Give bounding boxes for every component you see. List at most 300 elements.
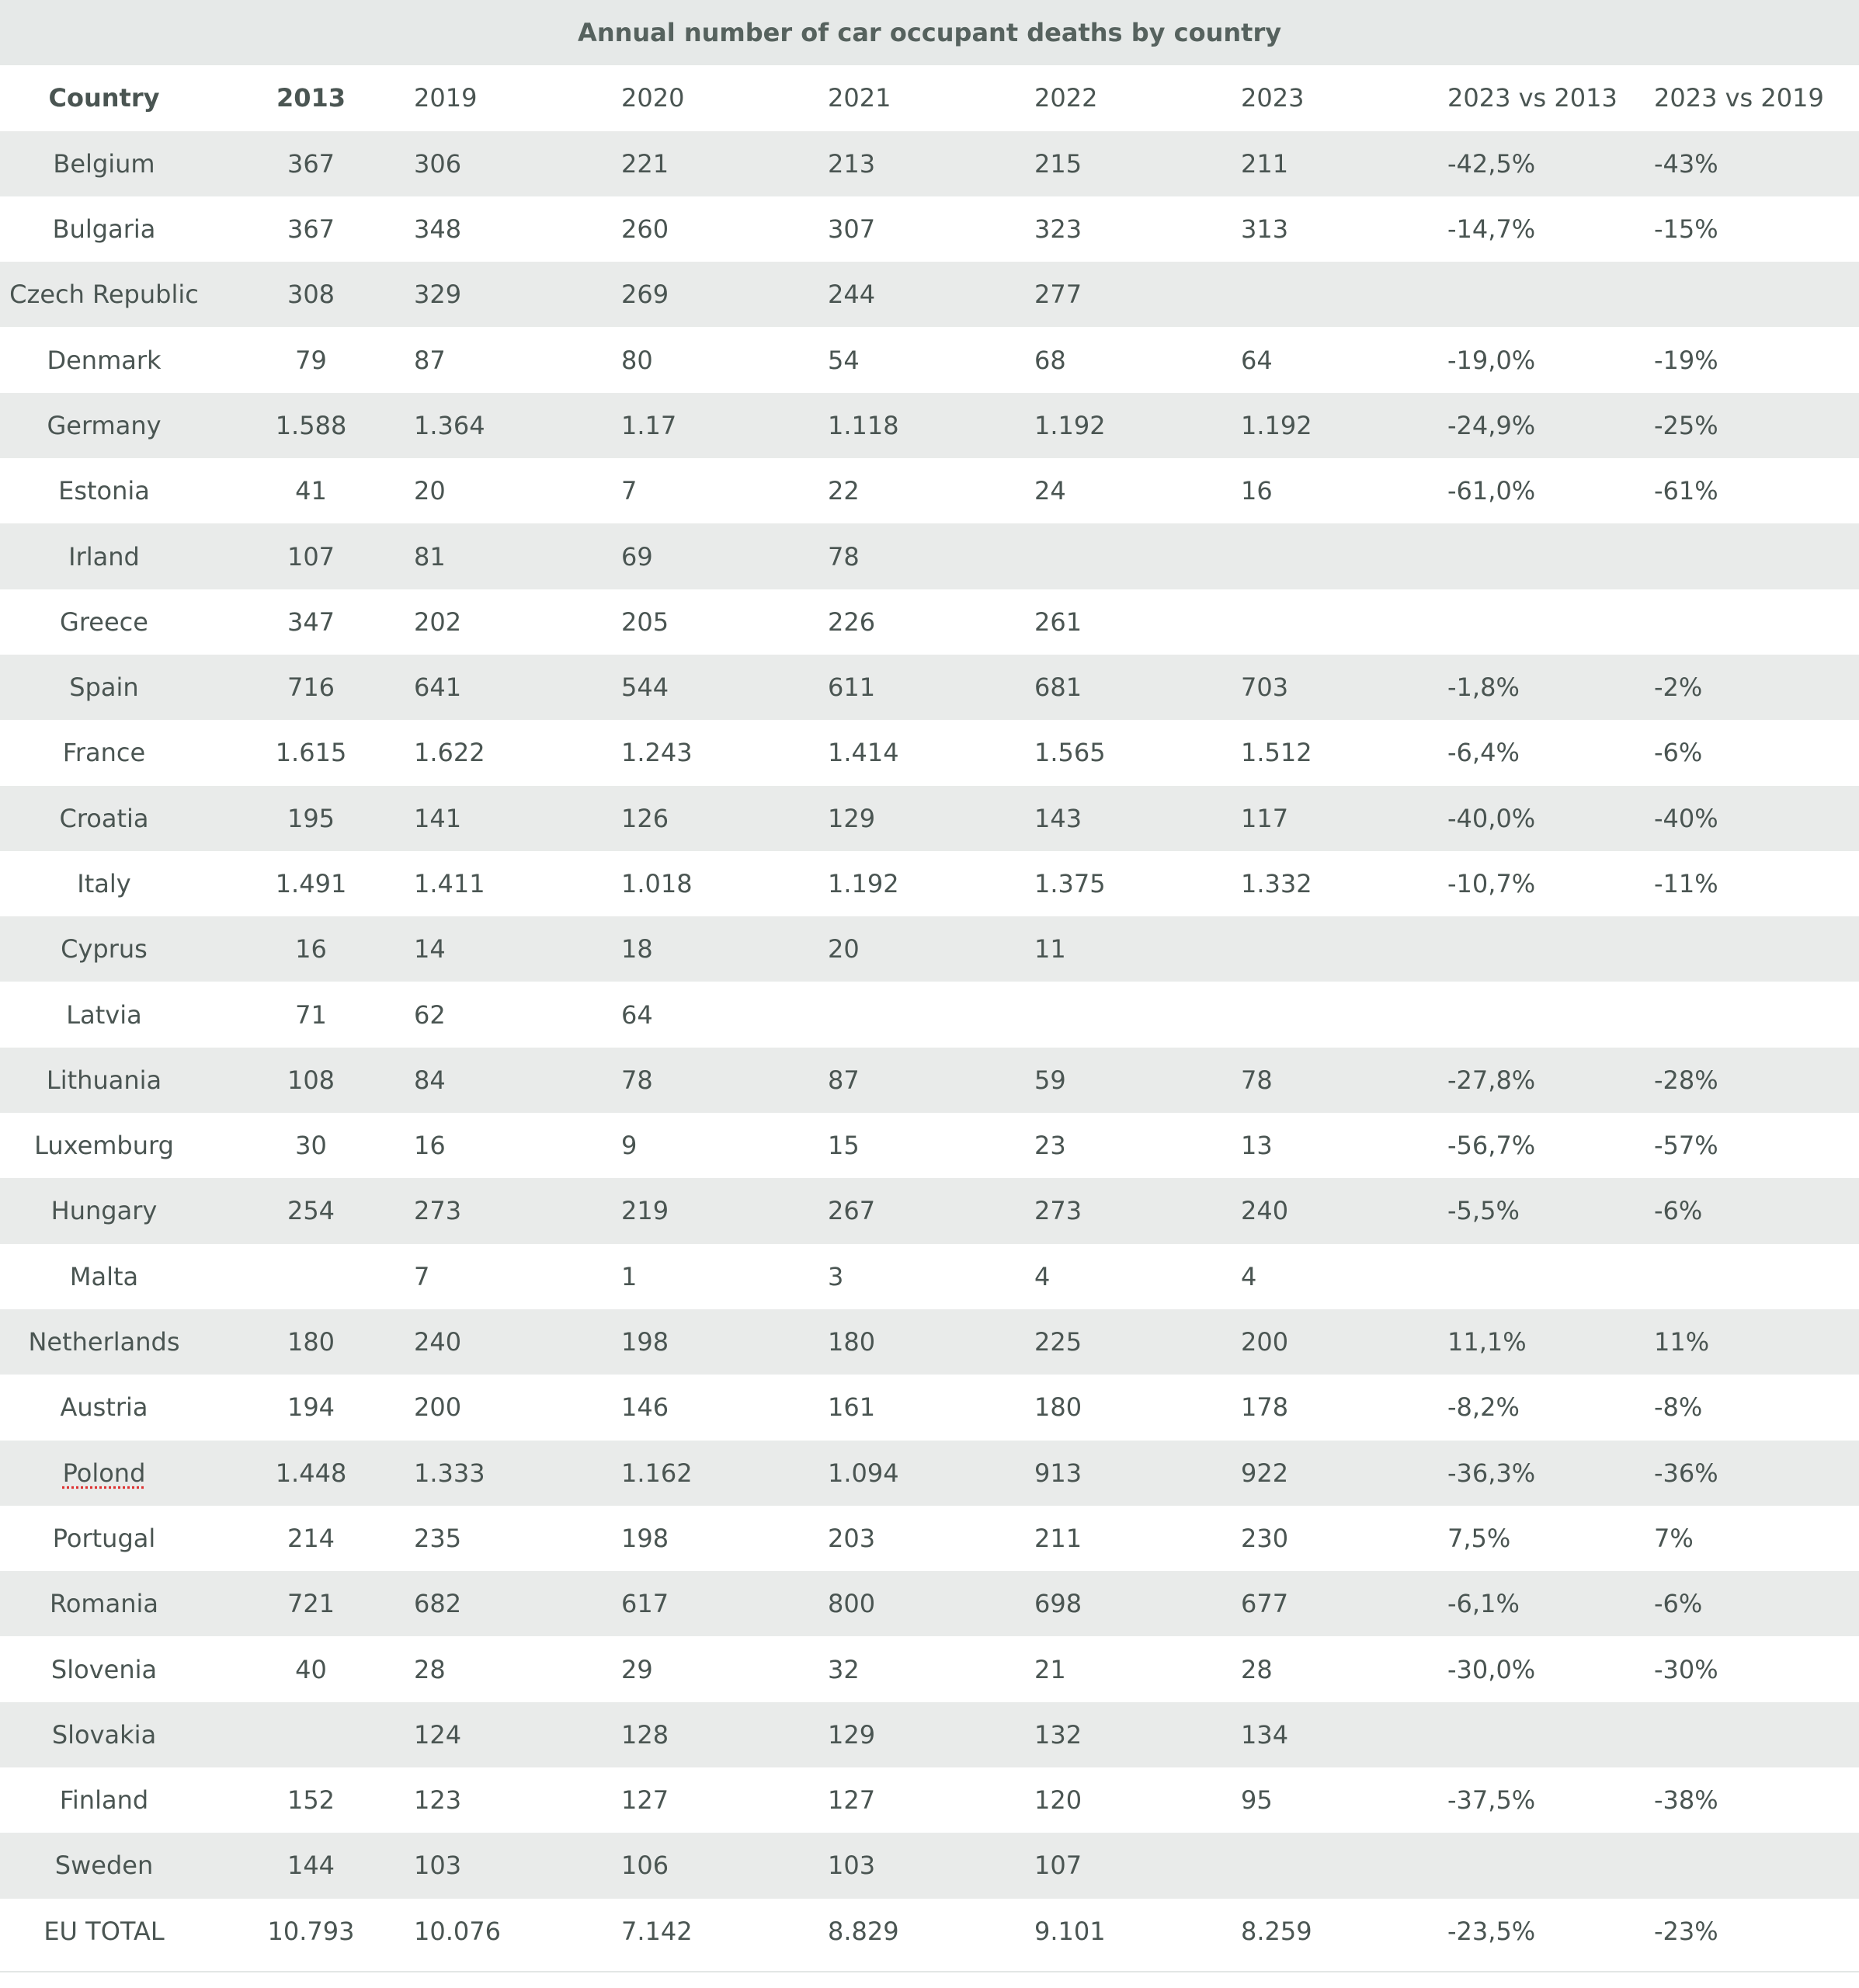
header-2023-vs-2013: 2023 vs 2013 bbox=[1447, 83, 1618, 113]
table-row bbox=[0, 1636, 1859, 1701]
cell-2023-vs-2013 bbox=[1447, 655, 1654, 720]
cell-country bbox=[0, 1178, 208, 1243]
cell-2021 bbox=[828, 655, 1034, 720]
cell-2022 bbox=[1034, 131, 1241, 196]
cell-value: 64 bbox=[1241, 345, 1273, 375]
cell-value: 1.414 bbox=[828, 738, 899, 768]
cell-value: 681 bbox=[1034, 673, 1082, 703]
header-2022: 2022 bbox=[1034, 83, 1098, 113]
cell-value: 214 bbox=[287, 1523, 335, 1553]
cell-value: 1.118 bbox=[828, 410, 899, 440]
cell-country bbox=[0, 1506, 208, 1571]
cell-value: 20 bbox=[414, 476, 446, 506]
cell-value: Slovakia bbox=[51, 1719, 157, 1750]
cell-2020 bbox=[621, 393, 828, 458]
cell-2019 bbox=[414, 1441, 621, 1506]
cell-country bbox=[0, 523, 208, 589]
table-row bbox=[0, 1113, 1859, 1178]
cell-value: -23% bbox=[1654, 1916, 1718, 1946]
cell-2020 bbox=[621, 1309, 828, 1375]
cell-value: 29 bbox=[621, 1654, 653, 1684]
cell-value: 677 bbox=[1241, 1589, 1289, 1619]
cell-2021 bbox=[828, 589, 1034, 655]
cell-2022 bbox=[1034, 1244, 1241, 1309]
cell-2022 bbox=[1034, 1702, 1241, 1767]
cell-2023-vs-2013 bbox=[1447, 131, 1654, 196]
cell-value: Slovenia bbox=[50, 1654, 158, 1684]
cell-value: 7 bbox=[414, 1261, 430, 1291]
cell-2023-vs-2019 bbox=[1654, 916, 1859, 982]
cell-value: 1.243 bbox=[621, 738, 693, 768]
cell-2023-vs-2013 bbox=[1447, 1702, 1654, 1767]
cell-value: 107 bbox=[287, 541, 335, 572]
cell-value: -6,1% bbox=[1447, 1589, 1520, 1619]
cell-2013 bbox=[208, 1309, 414, 1375]
table-row bbox=[0, 1178, 1859, 1243]
cell-2020 bbox=[621, 1899, 828, 1964]
cell-value: -14,7% bbox=[1447, 214, 1536, 245]
cell-2019 bbox=[414, 523, 621, 589]
cell-2023-vs-2013 bbox=[1447, 1571, 1654, 1636]
cell-2023 bbox=[1241, 196, 1447, 262]
cell-value: 1.491 bbox=[275, 869, 347, 898]
cell-2021 bbox=[828, 1702, 1034, 1767]
cell-value: Hungary bbox=[50, 1196, 158, 1226]
cell-2023-vs-2019 bbox=[1654, 393, 1859, 458]
cell-2020 bbox=[621, 1506, 828, 1571]
table-row bbox=[0, 327, 1859, 392]
cell-value: 180 bbox=[287, 1327, 335, 1357]
cell-2021 bbox=[828, 262, 1034, 327]
cell-value: 1.333 bbox=[414, 1458, 485, 1488]
cell-2021 bbox=[828, 1375, 1034, 1440]
cell-value: EU TOTAL bbox=[43, 1916, 165, 1946]
cell-value: 1.565 bbox=[1034, 738, 1106, 768]
cell-2023 bbox=[1241, 786, 1447, 851]
cell-value: 14 bbox=[414, 934, 446, 964]
cell-2019 bbox=[414, 1702, 621, 1767]
cell-value: 16 bbox=[1241, 476, 1273, 506]
cell-2019 bbox=[414, 1178, 621, 1243]
cell-2020 bbox=[621, 1702, 828, 1767]
cell-value: 348 bbox=[414, 214, 462, 245]
cell-2013 bbox=[208, 1636, 414, 1701]
cell-value: 129 bbox=[828, 1719, 876, 1750]
cell-2023-vs-2013 bbox=[1447, 851, 1654, 916]
cell-2019 bbox=[414, 1113, 621, 1178]
cell-2023-vs-2013 bbox=[1447, 916, 1654, 982]
table-row bbox=[0, 720, 1859, 785]
cell-2023 bbox=[1241, 523, 1447, 589]
cell-value: -27,8% bbox=[1447, 1065, 1536, 1095]
cell-value: 3 bbox=[828, 1261, 844, 1291]
cell-value: 1.448 bbox=[275, 1458, 347, 1488]
cell-2023-vs-2013 bbox=[1447, 523, 1654, 589]
cell-country bbox=[0, 1899, 208, 1964]
cell-2023-vs-2019 bbox=[1654, 1178, 1859, 1243]
table-row bbox=[0, 131, 1859, 196]
cell-2023-vs-2013 bbox=[1447, 1833, 1654, 1898]
cell-2023-vs-2019 bbox=[1654, 131, 1859, 196]
cell-value: Romania bbox=[50, 1589, 158, 1619]
cell-2023 bbox=[1241, 1441, 1447, 1506]
cell-value: 87 bbox=[828, 1065, 860, 1095]
cell-2019 bbox=[414, 982, 621, 1047]
cell-value: Germany bbox=[47, 410, 162, 440]
cell-2020 bbox=[621, 982, 828, 1047]
cell-value: 152 bbox=[287, 1785, 335, 1816]
cell-2013 bbox=[208, 1899, 414, 1964]
table-row bbox=[0, 458, 1859, 523]
cell-country bbox=[0, 458, 208, 523]
cell-2020 bbox=[621, 720, 828, 785]
cell-2023-vs-2019 bbox=[1654, 786, 1859, 851]
cell-value: Finland bbox=[59, 1785, 149, 1816]
cell-value: -37,5% bbox=[1447, 1785, 1536, 1816]
cell-2022 bbox=[1034, 1571, 1241, 1636]
cell-2022 bbox=[1034, 1375, 1241, 1440]
cell-2022 bbox=[1034, 720, 1241, 785]
cell-country bbox=[0, 393, 208, 458]
cell-value: 117 bbox=[1241, 803, 1289, 833]
cell-2022 bbox=[1034, 458, 1241, 523]
cell-value: 146 bbox=[621, 1392, 669, 1423]
cell-2023 bbox=[1241, 1506, 1447, 1571]
cell-country bbox=[0, 196, 208, 262]
cell-value: -40% bbox=[1654, 803, 1718, 833]
cell-value: -36% bbox=[1654, 1458, 1718, 1488]
cell-2021 bbox=[828, 458, 1034, 523]
cell-2023 bbox=[1241, 655, 1447, 720]
cell-2020 bbox=[621, 131, 828, 196]
cell-2022 bbox=[1034, 655, 1241, 720]
cell-value: 1.192 bbox=[1241, 410, 1312, 440]
cell-2023-vs-2019 bbox=[1654, 262, 1859, 327]
cell-2022 bbox=[1034, 1309, 1241, 1375]
cell-value: 240 bbox=[414, 1327, 462, 1357]
cell-2020 bbox=[621, 1113, 828, 1178]
cell-value: -23,5% bbox=[1447, 1916, 1536, 1946]
cell-value: -6% bbox=[1654, 1196, 1703, 1226]
cell-value: 8.259 bbox=[1241, 1916, 1312, 1946]
cell-2023 bbox=[1241, 1309, 1447, 1375]
cell-2021 bbox=[828, 1441, 1034, 1506]
cell-2023-vs-2019 bbox=[1654, 1702, 1859, 1767]
cell-value: 126 bbox=[621, 803, 669, 833]
cell-2013 bbox=[208, 131, 414, 196]
cell-value: 716 bbox=[287, 673, 335, 703]
cell-2013 bbox=[208, 916, 414, 982]
cell-2021 bbox=[828, 1506, 1034, 1571]
cell-2021 bbox=[828, 982, 1034, 1047]
cell-2019 bbox=[414, 1571, 621, 1636]
cell-2023-vs-2019 bbox=[1654, 1244, 1859, 1309]
cell-value: 81 bbox=[414, 541, 446, 572]
cell-2023-vs-2013 bbox=[1447, 1244, 1654, 1309]
table-row bbox=[0, 196, 1859, 262]
cell-value: 1.364 bbox=[414, 410, 485, 440]
cell-value: 28 bbox=[414, 1654, 446, 1684]
cell-2021 bbox=[828, 916, 1034, 982]
cell-value: 22 bbox=[828, 476, 860, 506]
cell-2022 bbox=[1034, 1899, 1241, 1964]
cell-value: 913 bbox=[1034, 1458, 1082, 1488]
cell-value: 71 bbox=[295, 999, 327, 1030]
cell-value: 721 bbox=[287, 1589, 335, 1619]
cell-2023-vs-2019 bbox=[1654, 196, 1859, 262]
cell-2023-vs-2013 bbox=[1447, 1441, 1654, 1506]
cell-value: 84 bbox=[414, 1065, 446, 1095]
table-row bbox=[0, 1899, 1859, 1964]
cell-2019 bbox=[414, 196, 621, 262]
cell-value: 59 bbox=[1034, 1065, 1066, 1095]
cell-value: 9.101 bbox=[1034, 1916, 1106, 1946]
cell-value: -30,0% bbox=[1447, 1654, 1536, 1684]
cell-country bbox=[0, 327, 208, 392]
cell-2023-vs-2019 bbox=[1654, 327, 1859, 392]
cell-country bbox=[0, 1702, 208, 1767]
cell-2019 bbox=[414, 1899, 621, 1964]
cell-value: -15% bbox=[1654, 214, 1718, 245]
cell-2023-vs-2013 bbox=[1447, 720, 1654, 785]
cell-value: 1.615 bbox=[275, 738, 347, 768]
cell-2019 bbox=[414, 131, 621, 196]
cell-2013 bbox=[208, 1767, 414, 1833]
cell-value: 1.588 bbox=[275, 410, 347, 440]
cell-value: 544 bbox=[621, 673, 669, 703]
cell-value: -19% bbox=[1654, 345, 1718, 375]
cell-2022 bbox=[1034, 196, 1241, 262]
cell-2023 bbox=[1241, 982, 1447, 1047]
cell-value: 68 bbox=[1034, 345, 1066, 375]
cell-value: 4 bbox=[1241, 1261, 1257, 1291]
cell-value: 10.076 bbox=[414, 1916, 501, 1946]
cell-2020 bbox=[621, 851, 828, 916]
cell-2023-vs-2013 bbox=[1447, 589, 1654, 655]
cell-2019 bbox=[414, 458, 621, 523]
cell-value: 180 bbox=[828, 1327, 876, 1357]
cell-value: 261 bbox=[1034, 606, 1082, 637]
cell-value: 64 bbox=[621, 999, 653, 1030]
cell-value: 323 bbox=[1034, 214, 1082, 245]
cell-value: 108 bbox=[287, 1065, 335, 1095]
cell-value: -40,0% bbox=[1447, 803, 1536, 833]
cell-2019 bbox=[414, 393, 621, 458]
cell-2023-vs-2019 bbox=[1654, 1636, 1859, 1701]
cell-value: France bbox=[62, 738, 146, 768]
cell-2013 bbox=[208, 1048, 414, 1113]
cell-value: 180 bbox=[1034, 1392, 1082, 1423]
cell-value: -24,9% bbox=[1447, 410, 1536, 440]
cell-2021 bbox=[828, 786, 1034, 851]
cell-2023-vs-2019 bbox=[1654, 1506, 1859, 1571]
cell-2013 bbox=[208, 1441, 414, 1506]
cell-2020 bbox=[621, 327, 828, 392]
cell-2019 bbox=[414, 1375, 621, 1440]
cell-2023 bbox=[1241, 851, 1447, 916]
cell-value: 273 bbox=[1034, 1196, 1082, 1226]
cell-value: 161 bbox=[828, 1392, 876, 1423]
cell-value: 198 bbox=[621, 1327, 669, 1357]
cell-value: 313 bbox=[1241, 214, 1289, 245]
cell-2023 bbox=[1241, 1702, 1447, 1767]
cell-country bbox=[0, 786, 208, 851]
header-2023-vs-2019: 2023 vs 2019 bbox=[1654, 83, 1824, 113]
table-row bbox=[0, 851, 1859, 916]
cell-2021 bbox=[828, 1309, 1034, 1375]
cell-2022 bbox=[1034, 1048, 1241, 1113]
cell-value: 235 bbox=[414, 1523, 462, 1553]
cell-2023 bbox=[1241, 1113, 1447, 1178]
header-country: Country bbox=[48, 83, 160, 113]
cell-2023-vs-2013 bbox=[1447, 1506, 1654, 1571]
cell-2023-vs-2019 bbox=[1654, 589, 1859, 655]
cell-value: -8,2% bbox=[1447, 1392, 1520, 1423]
cell-2021 bbox=[828, 1113, 1034, 1178]
cell-value: 62 bbox=[414, 999, 446, 1030]
cell-2023-vs-2019 bbox=[1654, 1899, 1859, 1964]
cell-2023-vs-2013 bbox=[1447, 393, 1654, 458]
cell-value: -36,3% bbox=[1447, 1458, 1536, 1488]
cell-value: Greece bbox=[60, 606, 148, 637]
cell-2019 bbox=[414, 262, 621, 327]
table-row bbox=[0, 1441, 1859, 1506]
table-row bbox=[0, 1506, 1859, 1571]
cell-value: 203 bbox=[828, 1523, 876, 1553]
cell-2023-vs-2019 bbox=[1654, 655, 1859, 720]
cell-2023 bbox=[1241, 1375, 1447, 1440]
cell-value: 23 bbox=[1034, 1131, 1066, 1161]
cell-2023-vs-2019 bbox=[1654, 1833, 1859, 1898]
cell-2021 bbox=[828, 131, 1034, 196]
cell-value: 132 bbox=[1034, 1719, 1082, 1750]
cell-value: 78 bbox=[828, 541, 860, 572]
cell-value: 277 bbox=[1034, 280, 1082, 310]
cell-value: 18 bbox=[621, 934, 653, 964]
table-row bbox=[0, 1571, 1859, 1636]
cell-value: 80 bbox=[621, 345, 653, 375]
cell-2013 bbox=[208, 1244, 414, 1309]
cell-2020 bbox=[621, 589, 828, 655]
cell-country bbox=[0, 1636, 208, 1701]
cell-value: 1.411 bbox=[414, 869, 485, 898]
cell-value: 128 bbox=[621, 1719, 669, 1750]
table-row bbox=[0, 523, 1859, 589]
cell-value: 200 bbox=[1241, 1327, 1289, 1357]
cell-2022 bbox=[1034, 589, 1241, 655]
cell-2019 bbox=[414, 1767, 621, 1833]
cell-country bbox=[0, 1375, 208, 1440]
cell-value: Croatia bbox=[59, 803, 149, 833]
cell-2020 bbox=[621, 1571, 828, 1636]
cell-2023-vs-2019 bbox=[1654, 851, 1859, 916]
cell-2023 bbox=[1241, 589, 1447, 655]
cell-value: 141 bbox=[414, 803, 462, 833]
cell-value: 1.332 bbox=[1241, 869, 1312, 898]
cell-2021 bbox=[828, 1244, 1034, 1309]
cell-value: 8.829 bbox=[828, 1916, 899, 1946]
cell-2019 bbox=[414, 327, 621, 392]
cell-2013 bbox=[208, 262, 414, 327]
cell-2013 bbox=[208, 1506, 414, 1571]
cell-2020 bbox=[621, 458, 828, 523]
cell-value: 1.162 bbox=[621, 1458, 693, 1488]
cell-value: 107 bbox=[1034, 1851, 1082, 1881]
cell-value: -11% bbox=[1654, 869, 1718, 898]
table-caption-row bbox=[0, 0, 1859, 65]
cell-value: 106 bbox=[621, 1851, 669, 1881]
cell-value: 269 bbox=[621, 280, 669, 310]
table-row bbox=[0, 393, 1859, 458]
table-body bbox=[0, 131, 1859, 1964]
cell-value: -19,0% bbox=[1447, 345, 1536, 375]
cell-country bbox=[0, 916, 208, 982]
cell-2019 bbox=[414, 1309, 621, 1375]
cell-2023-vs-2013 bbox=[1447, 1375, 1654, 1440]
cell-value: -2% bbox=[1654, 673, 1703, 703]
cell-value: Estonia bbox=[58, 476, 150, 506]
cell-2021 bbox=[828, 523, 1034, 589]
cell-value: Italy bbox=[77, 869, 131, 898]
cell-2019 bbox=[414, 1833, 621, 1898]
cell-value: 20 bbox=[828, 934, 860, 964]
cell-2022 bbox=[1034, 786, 1241, 851]
table-row bbox=[0, 1767, 1859, 1833]
cell-2022 bbox=[1034, 1178, 1241, 1243]
cell-2021 bbox=[828, 720, 1034, 785]
cell-2023 bbox=[1241, 131, 1447, 196]
cell-2022 bbox=[1034, 916, 1241, 982]
cell-value: 103 bbox=[414, 1851, 462, 1881]
cell-2023-vs-2019 bbox=[1654, 982, 1859, 1047]
cell-country bbox=[0, 1441, 208, 1506]
cell-value: 54 bbox=[828, 345, 860, 375]
cell-value: 30 bbox=[295, 1131, 327, 1161]
cell-value: 308 bbox=[287, 280, 335, 310]
cell-value: 1.192 bbox=[1034, 410, 1106, 440]
cell-value: 40 bbox=[295, 1654, 327, 1684]
cell-value: Bulgaria bbox=[52, 214, 156, 245]
cell-value: 1.17 bbox=[621, 410, 677, 440]
cell-2020 bbox=[621, 523, 828, 589]
cell-value: 225 bbox=[1034, 1327, 1082, 1357]
cell-2019 bbox=[414, 720, 621, 785]
cell-value: -6% bbox=[1654, 738, 1703, 768]
cell-2022 bbox=[1034, 1506, 1241, 1571]
table-row bbox=[0, 1309, 1859, 1375]
cell-value: Latvia bbox=[66, 999, 142, 1030]
cell-value: Denmark bbox=[47, 345, 162, 375]
cell-2023 bbox=[1241, 916, 1447, 982]
cell-value: 13 bbox=[1241, 1131, 1273, 1161]
cell-value: 143 bbox=[1034, 803, 1082, 833]
cell-value: 16 bbox=[295, 934, 327, 964]
cell-2023 bbox=[1241, 1048, 1447, 1113]
cell-2023-vs-2019 bbox=[1654, 1375, 1859, 1440]
cell-value: Luxemburg bbox=[34, 1131, 174, 1161]
cell-value: -8% bbox=[1654, 1392, 1703, 1423]
cell-2020 bbox=[621, 1833, 828, 1898]
cell-value: 7% bbox=[1654, 1523, 1694, 1553]
cell-2013 bbox=[208, 393, 414, 458]
cell-value: 347 bbox=[287, 606, 335, 637]
cell-country bbox=[0, 1244, 208, 1309]
cell-value: Irland bbox=[68, 541, 140, 572]
cell-value: Austria bbox=[60, 1392, 148, 1423]
cell-2020 bbox=[621, 1375, 828, 1440]
cell-value: 32 bbox=[828, 1654, 860, 1684]
cell-value: 4 bbox=[1034, 1261, 1051, 1291]
